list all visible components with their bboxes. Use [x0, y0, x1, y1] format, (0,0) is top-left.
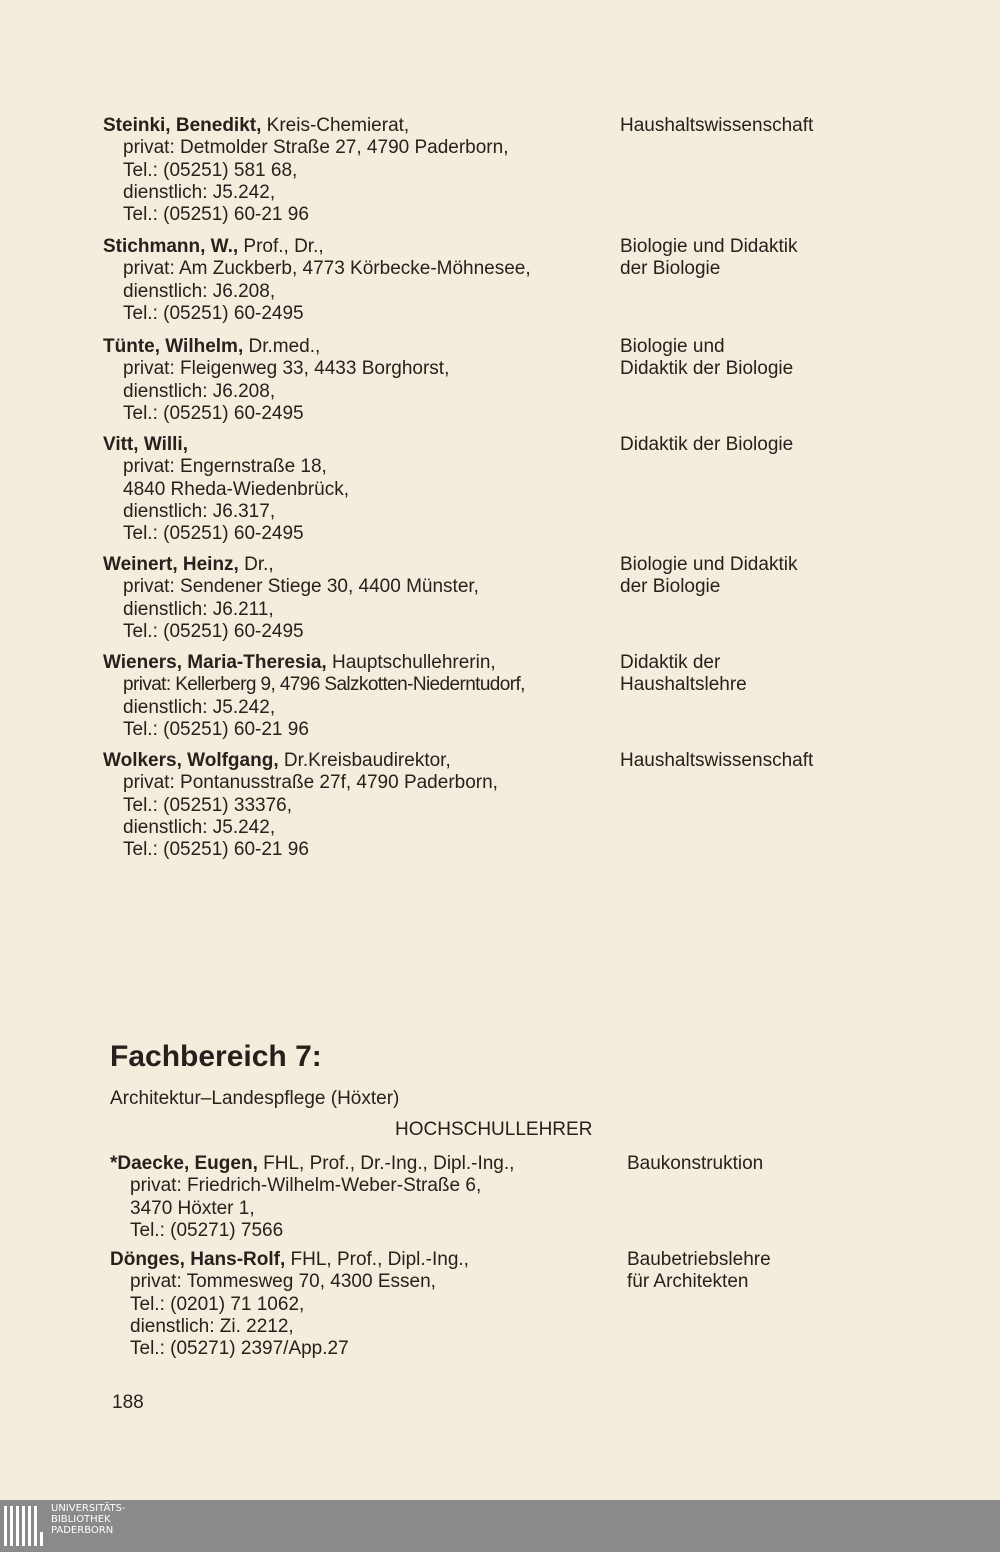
person-title: Dr.,: [238, 554, 274, 575]
entry-line: Tel.: (05271) 2397/App.27: [130, 1338, 349, 1360]
person-name: Wolkers, Wolfgang,: [103, 750, 279, 771]
entry-header: [103, 115, 618, 137]
entry-line: Tel.: (05251) 60-2495: [123, 523, 304, 545]
entry-header: [103, 236, 618, 258]
entry-line: privat: Detmolder Straße 27, 4790 Paderborn,: [123, 137, 509, 159]
library-footer: [0, 1500, 1000, 1552]
person-title: Prof., Dr.,: [238, 236, 324, 257]
person-name: Weinert, Heinz,: [103, 554, 239, 575]
subject-line: Baukonstruktion: [627, 1153, 764, 1174]
subject-area: [620, 434, 920, 456]
subject-area: [620, 115, 920, 137]
person-name: Steinki, Benedikt,: [103, 115, 262, 136]
person-name: Tünte, Wilhelm,: [103, 336, 244, 357]
person-title: FHL, Prof., Dr.-Ing., Dipl.-Ing.,: [257, 1153, 515, 1174]
entry-line: dienstlich: J6.317,: [123, 500, 276, 522]
entry-line: Tel.: (05271) 7566: [130, 1219, 284, 1241]
entry-line: Tel.: (05251) 581 68,: [123, 159, 298, 181]
person-name: Dönges, Hans-Rolf,: [110, 1249, 286, 1270]
entry-line: privat: Engernstraße 18,: [123, 456, 327, 478]
person-name: Stichmann, W.,: [103, 236, 239, 257]
library-logo-icon: [2, 1502, 44, 1550]
subject-area: [627, 1249, 927, 1294]
entry-line: 3470 Höxter 1,: [130, 1197, 255, 1219]
person-name: *Daecke, Eugen,: [110, 1153, 258, 1174]
library-name: [51, 1503, 126, 1536]
subject-line: Didaktik der Biologie: [620, 358, 794, 380]
subject-area: [620, 750, 920, 772]
entry-line: privat: Pontanusstraße 27f, 4790 Paderborn,: [123, 772, 498, 794]
entry-line: dienstlich: J5.242,: [123, 816, 276, 838]
entry-line: privat: Tommesweg 70, 4300 Essen,: [130, 1271, 436, 1293]
entry-line: Tel.: (05251) 60-2495: [123, 402, 304, 424]
subject-line: Biologie und: [620, 336, 725, 357]
subject-line: Baubetriebslehre: [627, 1249, 771, 1270]
entry-line: dienstlich: Zi. 2212,: [130, 1315, 294, 1337]
entry-line: dienstlich: J5.242,: [123, 181, 276, 203]
subject-line: Haushaltswissenschaft: [620, 750, 814, 771]
entry-line: dienstlich: J6.208,: [123, 380, 276, 402]
subject-line: der Biologie: [620, 576, 721, 598]
entry-line: Tel.: (05251) 60-2495: [123, 302, 304, 324]
subject-line: Biologie und Didaktik: [620, 554, 798, 575]
entry-line: Tel.: (05251) 60-21 96: [123, 839, 309, 861]
person-title: Kreis-Chemierat,: [261, 115, 410, 136]
entry-line: privat: Am Zuckberb, 4773 Körbecke-Möhnesee,: [123, 258, 531, 280]
subject-line: Haushaltswissenschaft: [620, 115, 814, 136]
entry-header: [103, 652, 618, 674]
library-name-line: UNIVERSITÄTS-: [51, 1503, 126, 1514]
entry-line: Tel.: (05251) 60-21 96: [123, 718, 309, 740]
subject-area: [620, 336, 920, 381]
entry-line: dienstlich: J6.208,: [123, 280, 276, 302]
library-name-line: BIBLIOTHEK: [51, 1514, 111, 1525]
entry-header: [103, 336, 618, 358]
subject-area: [620, 236, 920, 281]
subject-line: der Biologie: [620, 258, 721, 280]
subject-line: für Architekten: [627, 1271, 749, 1293]
subject-line: Biologie und Didaktik: [620, 236, 798, 257]
entry-line: privat: Fleigenweg 33, 4433 Borghorst,: [123, 358, 450, 380]
entry-line: Tel.: (05251) 33376,: [123, 794, 293, 816]
subject-area: [627, 1153, 927, 1175]
entry-line: privat: Friedrich-Wilhelm-Weber-Straße 6,: [130, 1175, 482, 1197]
person-title: Dr.med.,: [243, 336, 321, 357]
subject-line: Didaktik der: [620, 652, 721, 673]
section-heading: HOCHSCHULLEHRER: [395, 1119, 593, 1140]
entry-line: privat: Kellerberg 9, 4796 Salzkotten-Niederntudorf,: [123, 674, 525, 696]
subject-line: Haushaltslehre: [620, 674, 747, 696]
entry-line: privat: Sendener Stiege 30, 4400 Münster,: [123, 576, 479, 598]
entry-header: [103, 750, 618, 772]
entry-line: Tel.: (0201) 71 1062,: [130, 1293, 305, 1315]
library-name-line: PADERBORN: [51, 1525, 114, 1536]
entry-line: Tel.: (05251) 60-2495: [123, 620, 304, 642]
person-title: Dr.Kreisbaudirektor,: [278, 750, 451, 771]
entry-line: Tel.: (05251) 60-21 96: [123, 204, 309, 226]
person-title: Hauptschullehrerin,: [326, 652, 496, 673]
entry-header: [103, 434, 618, 456]
entry-line: dienstlich: J6.211,: [123, 598, 274, 620]
person-title: FHL, Prof., Dipl.-Ing.,: [285, 1249, 469, 1270]
subject-area: [620, 554, 920, 599]
entry-header: [103, 554, 618, 576]
page-number: 188: [112, 1392, 144, 1413]
person-name: Vitt, Willi,: [103, 434, 188, 455]
entry-line: dienstlich: J5.242,: [123, 696, 276, 718]
subject-line: Didaktik der Biologie: [620, 434, 794, 455]
section-subtitle: Architektur–Landespflege (Höxter): [110, 1088, 400, 1109]
entry-header: [110, 1249, 625, 1271]
subject-area: [620, 652, 920, 697]
section-title: Fachbereich 7:: [110, 1040, 322, 1073]
person-name: Wieners, Maria-Theresia,: [103, 652, 327, 673]
entry-header: [110, 1153, 625, 1175]
entry-line: 4840 Rheda-Wiedenbrück,: [123, 478, 350, 500]
